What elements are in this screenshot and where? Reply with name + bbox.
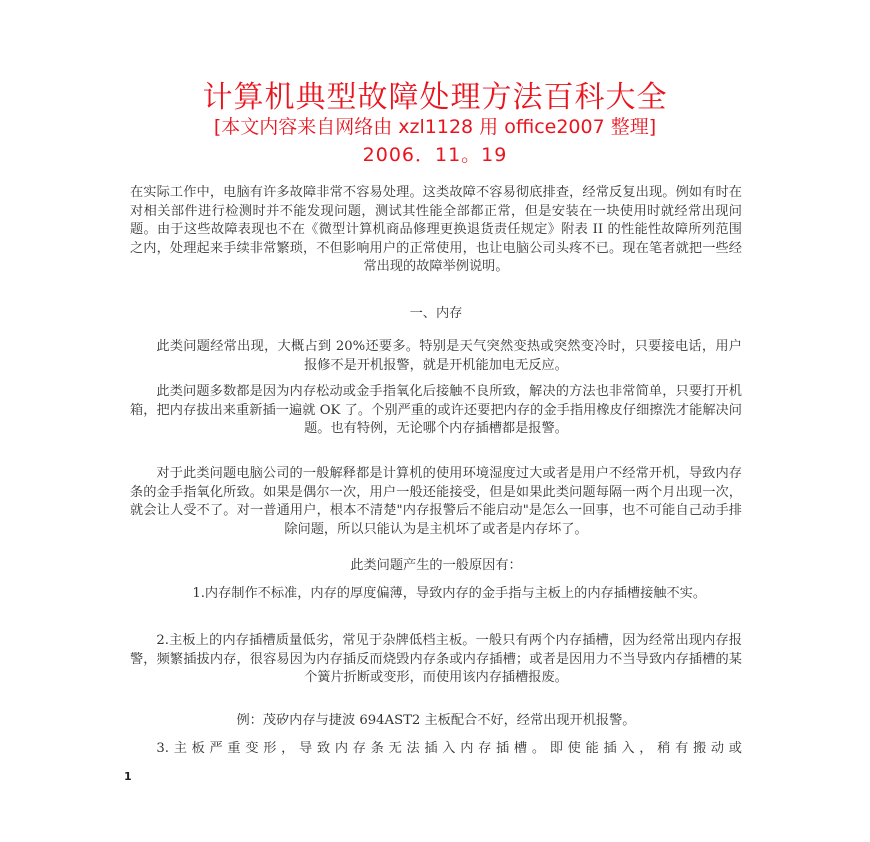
list-item: 3.主板严重变形，导致内存条无法插入内存插槽。即使能插入，稍有搬动或 (156, 741, 742, 756)
list-item: 1.内存制作不标准，内存的厚度偏薄，导致内存的金手指与主板上的内存插槽接触不实。 (192, 586, 707, 601)
paragraph: 此类问题多数都是因为内存松动或金手指氧化后接触不良所致，解决的方法也非常简单，只要打开机箱，把内存拔出来重新插一遍就 OK 了。个别严重的或许还要把内存的金手指用橡皮仔细擦洗才能解决问题。也有特例，无论哪个内存插槽都是报警。 (130, 384, 742, 437)
page-number: 1 (124, 770, 132, 783)
section-heading: 一、内存 (409, 306, 463, 321)
paragraph: 对于此类问题电脑公司的一般解释都是计算机的使用环境湿度过大或者是用户不经常开机，导致内存条的金手指氧化所致。如果是偶尔一次，用户一般还能接受，但是如果此类问题每隔一两个月出现一次，就会让人受不了。对一普通用户，根本不清楚"内存报警后不能启动"是怎么一回事，也不可能自己动手排除问题，所以只能认为是主机坏了或者是内存坏了。 (130, 466, 742, 537)
document-title: 计算机典型故障处理方法百科大全 (202, 80, 668, 115)
list-item: 2.主板上的内存插槽质量低劣，常见于杂牌低档主板。一般只有两个内存插槽，因为经常出现内存报警，频繁插拔内存，很容易因为内存插反而烧毁内存条或内存插槽；或者是因用力不当导致内存插槽的某个簧片折断或变形，而使用该内存插槽报废。 (130, 633, 742, 686)
paragraph-example: 例：茂矽内存与捷波 694AST2 主板配合不好，经常出现开机报警。 (236, 713, 636, 728)
paragraph: 此类问题经常出现，大概占到 20%还要多。特别是天气突然变热或突然变冷时，只要接电话，用户报修不是开机报警，就是开机能加电无反应。 (156, 339, 742, 373)
document-date: 2006．11。19 (362, 144, 508, 166)
document-subtitle: [本文内容来自网络由 xzl1128 用 office2007 整理] (213, 116, 657, 138)
paragraph-intro: 在实际工作中，电脑有许多故障非常不容易处理。这类故障不容易彻底排查，经常反复出现。例如有时在对相关部件进行检测时并不能发现问题，测试其性能全部都正常，但是安装在一块使用时就经常出现问题。由于这些故障表现也不在《微型计算机商品修理更换退货责任规定》附表 II 的性能性故障所列范围之内，处理起来手续非常繁琐，不但影响用户的正常使用，也让电脑公司头疼不已。现在笔者就把一些经常出现的故障举例说明。 (130, 185, 742, 275)
paragraph-causes-heading: 此类问题产生的一般原因有： (350, 558, 522, 573)
